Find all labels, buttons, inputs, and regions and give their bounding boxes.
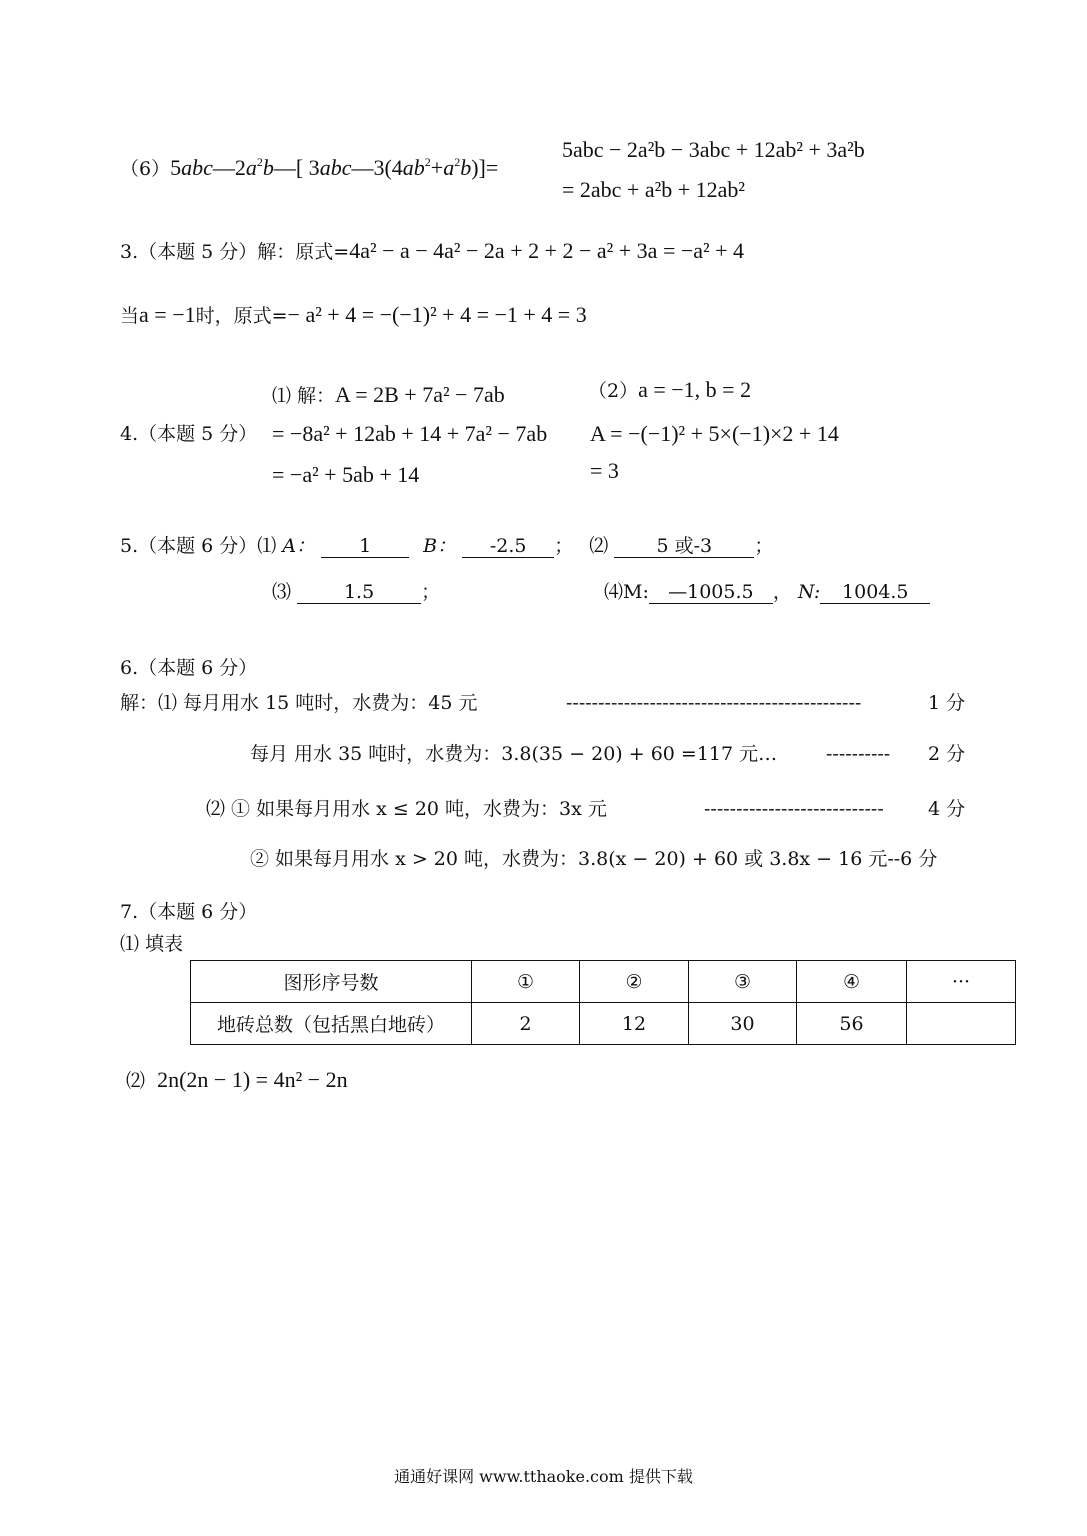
table-cell: 12: [580, 1003, 689, 1045]
q5-answer-n: 1004.5: [820, 581, 930, 604]
q4-c1-line-2: = −8a² + 12ab + 14 + 7a² − 7ab: [272, 421, 548, 446]
q5-line-2a: ⑶ 1.5 ；: [272, 581, 441, 603]
table-row: [191, 1003, 1016, 1045]
q6-line-3: ⑵ ① 如果每月用水 x ≤ 20 吨，水费为：3x 元: [206, 798, 607, 820]
q7-table: [190, 960, 1016, 1045]
table-row: [191, 961, 1016, 1003]
q7-sub-2: ⑵ 2n(2n − 1) = 4n² − 2n: [126, 1067, 348, 1092]
q6-line-4: ② 如果每月用水 x > 20 吨，水费为：3.8(x − 20) + 60 或 3.8x − 16 元--6 分: [250, 848, 938, 870]
q3-expr: 4a² − a − 4a² − 2a + 2 + 2 − a² + 3a = −a² + 4: [349, 238, 745, 263]
q3-result: − a² + 4 = −(−1)² + 4 = −1 + 4 = 3: [287, 302, 587, 327]
q5-line-2b: ⑷M: —1005.5 ， N: 1004.5: [604, 580, 930, 604]
q4-head: 4.（本题 5 分）: [120, 423, 258, 445]
q6-line-2-dash: ----------: [826, 743, 891, 765]
q4-c2-line-2: A = −(−1)² + 5×(−1)×2 + 14: [590, 421, 839, 446]
q4-c1-line-3: = −a² + 5ab + 14: [272, 462, 420, 487]
q4-c2-line-3: = 3: [590, 458, 619, 483]
q5-answer-b: -2.5: [462, 535, 554, 558]
q4-c1-line-1: ⑴ 解：A = 2B + 7a² − 7ab: [272, 382, 505, 407]
q3-line-1: [120, 239, 744, 264]
q5-answer-a: 1: [321, 535, 409, 558]
q6-line-1: 解：⑴ 每月用水 15 吨时，水费为：45 元: [120, 692, 478, 714]
q2-6-label: （6）: [120, 158, 171, 180]
q6-line-1-dash: ----------------------------------------------: [566, 692, 862, 714]
q6-line-3-dash: ----------------------------: [704, 798, 884, 820]
q2-6-lhs: $5abc—2a^2b—$[ $3abc—3(4ab^2+a^2b)]=$: [170, 155, 499, 180]
q5-line-1: 5.（本题 6 分）⑴ A： 1 B： -2.5 ； ⑵ 5 或-3 ；: [120, 535, 774, 557]
q6-line-3-score: 4 分: [928, 798, 966, 820]
q7-sub-2-expr: 2n(2n − 1) = 4n² − 2n: [157, 1067, 348, 1092]
q2-6-rhs-2: = 2abc + a²b + 12ab²: [562, 177, 745, 202]
q2-6-rhs-1: 5abc − 2a²b − 3abc + 12ab² + 3a²b: [562, 137, 865, 162]
table-cell: ③: [689, 961, 797, 1003]
table-cell: ①: [472, 961, 580, 1003]
q7-sub-1: ⑴ 填表: [120, 933, 184, 955]
table-cell: 56: [797, 1003, 907, 1045]
q5-answer-2: 5 或-3: [614, 535, 754, 558]
page-footer: 通通好课网 www.tthaoke.com 提供下载: [394, 1467, 693, 1486]
q5-answer-m: —1005.5: [649, 581, 773, 604]
q5-answer-3: 1.5: [297, 581, 421, 604]
q6-line-1-score: 1 分: [928, 692, 966, 714]
q7-head: 7.（本题 6 分）: [120, 901, 258, 923]
table-cell: ②: [580, 961, 689, 1003]
table-cell: 2: [472, 1003, 580, 1045]
table-cell: ···: [907, 961, 1016, 1003]
table-cell: 地砖总数（包括黑白地砖）: [191, 1003, 472, 1045]
q4-c2-line-1: （2）a = −1, b = 2: [588, 377, 752, 402]
table-cell: [907, 1003, 1016, 1045]
q3-condition: a = −1: [139, 302, 196, 327]
q3-line-2: 当a = −1时，原式=− a² + 4 = −(−1)² + 4 = −1 + 4 = 3: [120, 302, 587, 327]
table-cell: ④: [797, 961, 907, 1003]
table-cell: 30: [689, 1003, 797, 1045]
q2-6-line: [120, 156, 498, 181]
q3-head: 3.（本题 5 分）解：原式=: [120, 241, 350, 263]
q6-head: 6.（本题 6 分）: [120, 657, 258, 679]
table-cell: 图形序号数: [191, 961, 472, 1003]
q6-line-2: 每月 用水 35 吨时，水费为：3.8(35 − 20) + 60 =117 元…: [250, 743, 778, 765]
q6-line-2-score: 2 分: [928, 743, 966, 765]
